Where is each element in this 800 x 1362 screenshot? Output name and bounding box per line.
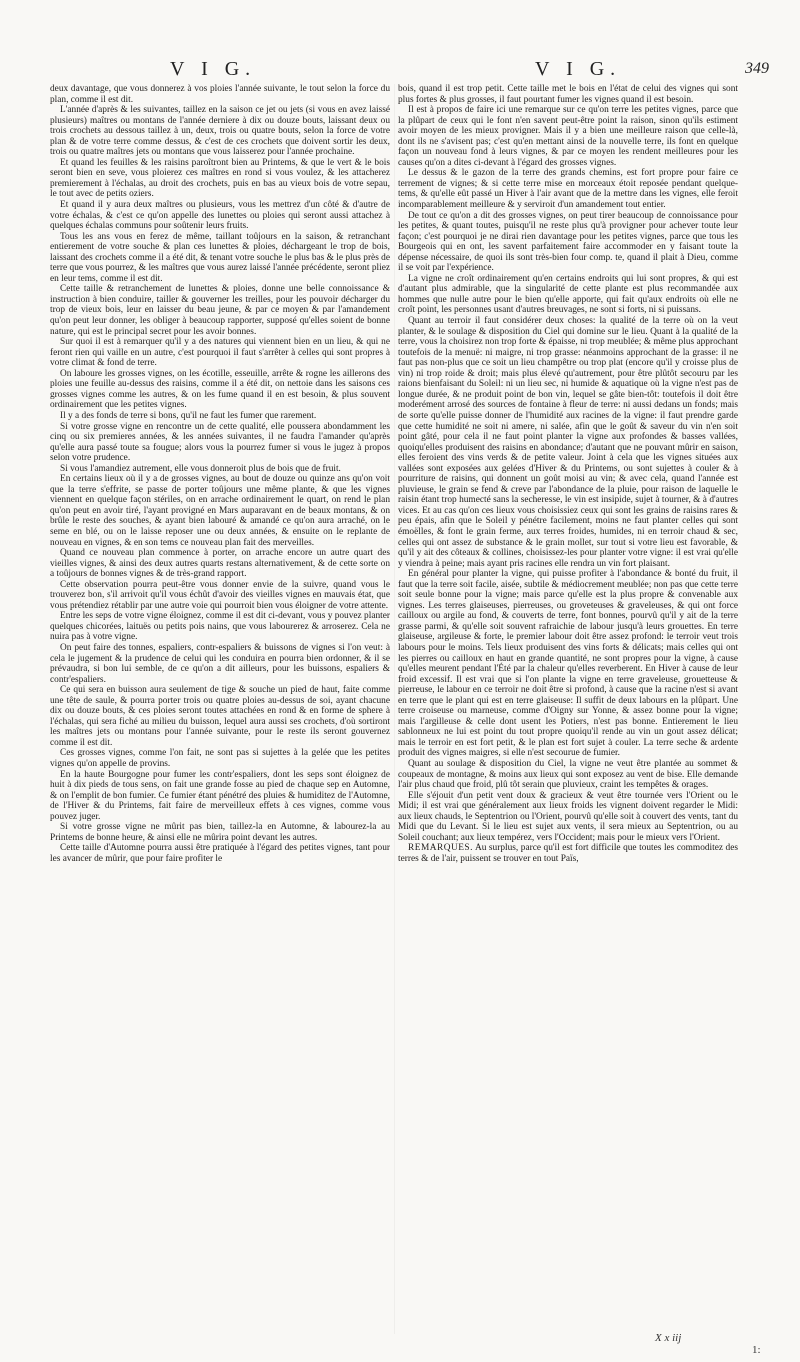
running-head-right: V I G. (535, 58, 622, 80)
paragraph: En la haute Bourgogne pour fumer les contr'espaliers, dont les seps sont éloignez de huit à dix pieds de tous sens, on fait une grande fosse au pied de chaque sep en Automne, & on l'emplit de bon fumier. Ce fumier étant pénétré des pluies & humiditez de l'Automne, de l'Hiver & du Printems, fait faire de merveilleux effets à ces vignes, comme vous pouvez juger. (50, 769, 390, 822)
paragraph: Entre les seps de votre vigne éloignez, comme il est dit ci-devant, vous y pouvez planter quelques chicorées, laituës ou petits pois nains, que vous labourerez & arroserez. Cela ne nuira pas à votre vigne. (50, 611, 390, 643)
paragraph: Si votre grosse vigne en rencontre un de cette qualité, elle poussera abondamment les cinq ou six premieres années, & les années suivantes, il ne faudra l'amander qu'après qu'elle aura passé toute sa fougue; alors vous la pourrez fumer si vous le jugez à propos selon votre prudence. (50, 421, 390, 464)
paragraph: En général pour planter la vigne, qui puisse profiter à l'abondance & bonté du fruit, il faut que la terre soit facile, aisée, subtile & médiocrement meublée; non pas que cette terre soit seule bonne pour la vigne; mais parce qu'elle est la plus propre & convenable aux vignes. Les terres glaiseuses, pierreuses, ou groveteuses & graveleuses, & qui ont force cailloux ou argile au fond, & couverts de terre, font bonnes, pourvû qu'il y ait de la terre grasse parmi, & qu'elle soit souvent rafraichie de labour jusqu'à leurs grouettes. En terre glaiseuse, argileuse & forte, le premier labour doit être assez profond: le terroir veut trois labours pour le moins. Tels lieux produisent des vins forts & délicats; mais celles qui ont les pierres ou cailloux en haut en grande quantité, ne sont propres pour la vigne, à cause qu'elles meurent pendant l'Été par la chaleur qu'elles reverberent. En Hiver à cause de leur froid excessif. Il est vrai que si l'on plante la vigne en terre graveleuse, grouetteuse & pierreuse, le labour en ce terroir ne doit être si profond, à cause que la racine n'est si avant en terre que le plant qui est en terre glaiseuse: Il suffit de deux labours en la plûpart. Une terre croiseuse ou marneuse, comme d'Oigny sur Yonne, & assez bonne pour la vigne; mais l'argilleuse & celle dont usent les Potiers, n'est pas bonne. Entierement le lieu sablonneux ne lui est point du tout propre quoiqu'il rende au vin un gout assez délicat; mais le terroir en est fort petit, & le plan est fort sujet à couler. La terre seche & ardente produit des vignes maigres, si elle n'est secourue de fumier. (398, 569, 738, 759)
paragraph: Quand ce nouveau plan commence à porter, on arrache encore un autre quart des vieilles vignes, & ainsi des deux autres quarts restans alternativement, & de cette sorte on a toûjours de bonnes vignes & de très-grand rapport. (50, 548, 390, 580)
page-number: 349 (745, 60, 769, 77)
paragraph: bois, quand il est trop petit. Cette taille met le bois en l'état de celui des vignes qui sont plus fortes & plus grosses, il faut pourtant fumer les vignes quand il est besoin. (398, 84, 738, 105)
paragraph: Sur quoi il est à remarquer qu'il y a des natures qui viennent bien en un lieu, & qui ne feront rien qui vaille en un autre, c'est pourquoi il faut s'arrêter à celles qui sont propres à votre climat & fond de terre. (50, 337, 390, 369)
paragraph: Si vous l'amandiez autrement, elle vous donneroit plus de bois que de fruit. (60, 463, 341, 474)
right-column (398, 84, 738, 864)
paragraph: Il y a des fonds de terre si bons, qu'il ne faut les fumer que rarement. (60, 410, 317, 421)
paragraph: On peut faire des tonnes, espaliers, contr-espaliers & buissons de vignes si l'on veut: à cela le jugement & la prudence de celui qui les conduira en pourra bien ordonner, & il se prévaudra, si bon lui semble, de ce qu'on a dit ailleurs, pour les buissons, espaliers & contr'espaliers. (50, 642, 390, 685)
paragraph: Cette observation pourra peut-être vous donner envie de la suivre, quand vous le trouverez bon, s'il arrivoit qu'il vous échût d'avoir des vieilles vignes en mauvais état, que vous prétendiez rétablir par une autre voie qui pourroit bien vous éloigner de votre attente. (50, 579, 390, 611)
paragraph: Quant au soulage & disposition du Ciel, la vigne ne veut être plantée au sommet & coupeaux de montagne, & moins aux lieux qui sont exposez au vent de bise. Elle demande l'air plus chaud que froid, plû tôt serain que pluvieux, craint les tempêtes & orages. (398, 759, 738, 791)
paragraph: L'année d'après & les suivantes, taillez en la saison ce jet ou jets (si vous en avez laissé plusieurs) maîtres ou montans de l'année derniere à dix ou douze bouts, laissant deux ou trois crochets au dessous taillez à un, deux, trois ou quatre bouts, selon la force de votre plan & de votre terre comme dessus, & c'est de ces crochets que doivent sortir les deux, trois ou quatre maîtres jets ou montans que vous laisserez pour l'année prochaine. (50, 105, 390, 158)
remarques-text: Au surplus, parce qu'il est fort difficile que toutes les commoditez des terres & de l'air, puissent se trouver en tout Païs, (398, 843, 738, 864)
remarques-paragraph (398, 843, 738, 864)
paragraph: Il est à propos de faire ici une remarque sur ce qu'on terre les petites vignes, parce que la plûpart de ceux qui le font n'en savent peut-être point la raison, sinon qu'ils estiment avoir moyen de les mieux provigner. Mais il y a bien une meilleure raison que celle-là, dont ils ne s'avisent pas; c'est qu'en mettant ainsi de la nouvelle terre, ils font en quelque façon un nouveau fond à leurs vignes, & par ce moyen les rendent meilleures pour les causes qu'on a dites ci-devant à l'égard des grosses vignes. (398, 105, 738, 168)
paragraph: En certains lieux où il y a de grosses vignes, au bout de douze ou quinze ans qu'on voit que la terre s'effrite, se passe de porter toûjours une même plante, & que les vignes viennent en quelque façon stériles, on en arrache ordinairement le quart, on rend le plan qu'on peut en avoir tiré, l'ayant provigné en Mars auparavant en de beaux montans, & on brûle le reste des souches, & ayant bien labouré & amandé ce qu'on aura arraché, on le seme en blé, ou on le laisse reposer une ou deux années, & ensuite on le replante de nouveau en vignes, & en son tems ce nouveau plan fait des merveilles. (50, 474, 390, 548)
remarques-label: REMARQUES. (408, 843, 473, 854)
paragraph: Ces grosses vignes, comme l'on fait, ne sont pas si sujettes à la gelée que les petites vignes qu'on appelle de provins. (50, 748, 390, 769)
paragraph: Elle s'éjouit d'un petit vent doux & gracieux & veut être tournée vers l'Orient ou le Midi; il est vrai que généralement aux lieux froids les vignent doivent regarder le Midi: aux lieux chauds, le Septentrion ou l'Orient, pourvû qu'elle soit à couvert des vents, tant du Midi que du Levant. Si le lieu est sujet aux vents, il sera mieux au Septentrion, ou au Soleil couchant; aux lieux tempérez, vers l'Occident; mais pour le mieux vers l'Orient. (398, 790, 738, 843)
running-head-left: V I G. (170, 58, 257, 80)
paragraph: Si votre grosse vigne ne mûrit pas bien, taillez-la en Automne, & labourez-la au Printems de bonne heure, & ainsi elle ne mûrira point devant les autres. (50, 822, 390, 843)
paragraph: Cette taille & retranchement de lunettes & ploies, donne une belle connoissance & instruction à bien conduire, tailler & gouverner les treilles, pour les pouvoir décharger du trop de vieux bois, leur en laisser du beau jeune, & par ce moyen & par l'amandement qu'on peut leur donner, les obliger à beaucoup rapporter, supposé qu'elles soient de bonne nature, qui est le principal secret pour les avoir bonnes. (50, 284, 390, 337)
paragraph: De tout ce qu'on a dit des grosses vignes, on peut tirer beaucoup de connoissance pour les petites, & quant toutes, puisqu'il ne reste plus qu'à provigner pour achever toute leur façon; c'est pourquoi je ne dirai rien davantage pour les petites vignes, parce que tous les Bourgeois qui en ont, les savent parfaitement faire accommoder en y faisant toute la dépense nécessaire, de quoi ils sont très-bien four comp. te, quand il plait à Dieu, comme il se voit par l'expérience. (398, 210, 738, 274)
paragraph: On laboure les grosses vignes, on les écotille, esseuille, arrête & rogne les aillerons des ploies une feuille au-dessus des raisins, comme il a été dit, on nettoie dans les saisons ces grosses vignes comme les autres, & on les fume quand il en est besoin, & plus souvent ordinairement que les petites vignes. (50, 368, 390, 411)
paragraph: Le dessus & le gazon de la terre des grands chemins, est fort propre pour faire ce terrement de vignes; & si cette terre mise en morceaux étoit reposée pendant quelque-tems, & qu'elle eût passé un Hiver à l'air avant que de la mettre dans les vignes, elle feroit incomparablement meilleure & y serviroit d'un amandement tout entier. (398, 168, 738, 211)
left-column (50, 84, 390, 864)
paragraph: Et quand les feuilles & les raisins paroîtront bien au Printems, & que le vert & le bois seront bien en seve, vous ploierez ces maîtres en rond si vous voulez, & les attacherez premierement à l'échalas, au droit des crochets, puis en bas au vieux bois de votre sepau, le tout avec de petits oziers. (50, 157, 390, 200)
paragraph: Cette taille d'Automne pourra aussi être pratiquée à l'égard des petites vignes, tant pour les avancer de mûrir, que pour faire profiter le (50, 843, 390, 864)
column-gutter (394, 84, 395, 1334)
signature-mark: X x iij (655, 1332, 682, 1344)
paragraph: Quant au terroir il faut considérer deux choses: la qualité de la terre où on la veut planter, & le soulage & disposition du Ciel qui domine sur le lieu. Quant à la qualité de la terre, vous la choisirez non trop forte & épaisse, ni trop meublée; & même plus approchant toutefois de la menuë: ni maigre, ni trop grasse: néanmoins approchant de la grasse: il ne faut pas non-plus que ce soit un lieu champêtre ou trop plat (encore qu'il y croisse plus de vin) ni trop roide & droit; mais plus élevé qu'autrement, pour être plûtôt secouru par les raions bienfaisant du Soleil: ni un lieu sec, ni humide & aquatique où la vigne n'est pas de longue durée, & ne produit point de bon vin, lequel se gâte bien-tôt: toutefois il doit être moderément arrosé des sources de fontaine à fleur de terre: ni aussi dedans un fonds; mais de sorte qu'elle puisse donner de l'humidité aux racines de la vigne: il faut prendre garde que cette humidité ne soit ni amere, ni salée, afin que le goût & saveur du vin n'en soit point gâté, pour cela il ne faut point planter la vigne aux profondes & basses vallées, quoiqu'elles produisent des raisins en abondance; d'autant que ne pouvant mûrir en saison, elles feroient des vins verds & de petite valeur. Joint à cela que les vignes situées aux vallées sont exposées aux gelées d'Hiver & du Printems, ou sont sujettes à couler & à pourriture de raisins, qui donnent un goût moisi au vin; & avec cela, quand l'année est pluvieuse, le grain se fend & creve par l'abondance de la pluie, pour raison de laquelle le raisin étant trop humecté sans la secheresse, le vin est insipide, sujet à tourner, & à d'autres vices. Et au cas qu'on ces lieux vous choisissiez ceux qui sont les grains de raisins rares & peu épais, afin que le Soleil y pénétre facilement, moins ne faut planter celles qui sont émoëlles, & font le grain ferme, aux terres froides, humides, ni en terroir chaud & sec, celles qui ont assez de substance & le grain mollet, sur tout si votre lieu est favorable, & qu'il y ait des côteaux & collines, choisissez-les pour planter votre vigne: il est vrai qu'elle y viendra à peine; mais ayant pris racines elle rendra un vin fort plaisant. (398, 316, 738, 569)
paragraph: Ce qui sera en buisson aura seulement de tige & souche un pied de haut, faite comme une tête de saule, & pourra porter trois ou quatre ploies au-dessus de soi, ayant chacune dix ou douze bouts, & ces ploies seront toutes attachées en rond & en forme de sphere à l'échalas, qui sera fiché au milieu du buisson, lequel aura aussi ses crochets, d'où sortiront les maîtres jets ou montans pour l'année suivante, pour le reste ils seront gouvernez comme il est dit. (50, 685, 390, 748)
paragraph: La vigne ne croît ordinairement qu'en certains endroits qui lui sont propres, & qui est d'autant plus admirable, que la singularité de cette plante est plus recommandée aux hommes que nulle autre pour le bien qu'elle apporte, qui fait qu'aux endroits où elle ne croît point, les personnes usant d'autres breuvages, ne sont si forts, ni si puissans. (398, 273, 738, 316)
paragraph: Tous les ans vous en ferez de même, taillant toûjours en la saison, & retranchant entierement de votre souche & plan ces lunettes & ploies, déchargeant le trop de bois, laissant des crochets comme il a été dit, & tenant votre souche le plus bas & le plus près de terre que vous pourrez, & les maîtres que vous aurez laissé l'année précédente, seront pliez en leur tems, comme il est dit. (50, 231, 390, 284)
paragraph: Et quand il y aura deux maîtres ou plusieurs, vous les mettrez d'un côté & d'autre de votre échalas, & c'est ce qu'on appelle des lunettes ou ploies qui seront aussi attachez à quelques échalas communs pour soûtenir leurs fruits. (50, 200, 390, 232)
paragraph: deux davantage, que vous donnerez à vos ploies l'année suivante, le tout selon la force du plan, comme il est dit. (50, 84, 390, 105)
catchword: 1: (752, 1344, 761, 1356)
